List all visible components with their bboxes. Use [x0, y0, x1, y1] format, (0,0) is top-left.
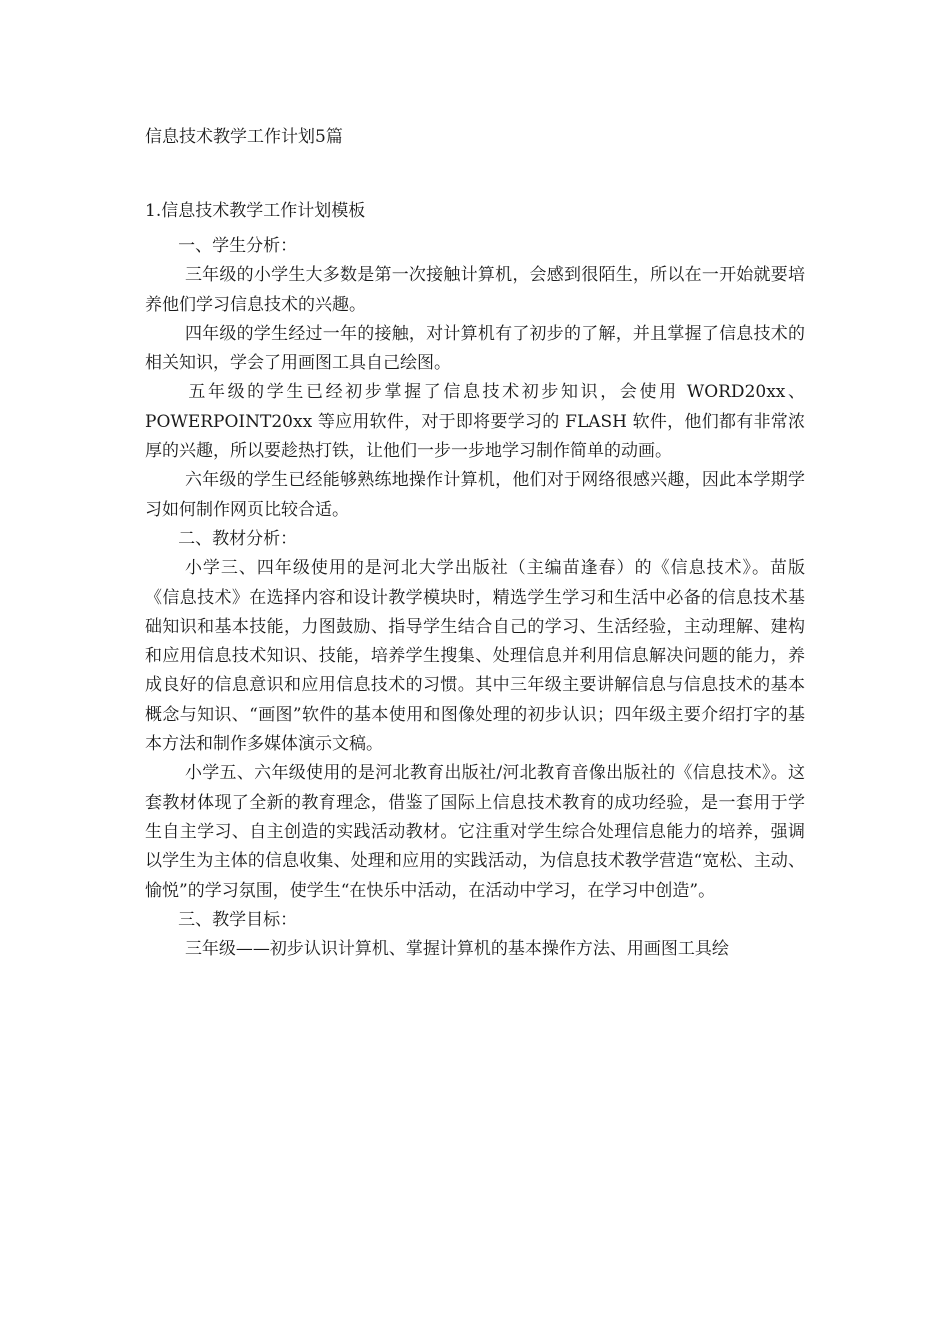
- document-body: [145, 232, 805, 964]
- document-title: 信息技术教学工作计划5篇: [145, 127, 343, 147]
- heading-student-analysis: 一、学生分析：: [178, 236, 298, 256]
- paragraph-textbook-three-four: 小学三、四年级使用的是河北大学出版社（主编苗逢春）的《信息技术》。苗版《信息技术》在选择内容和设计教学模块时，精选学生学习和生活中必备的信息技术基础知识和基本技能，力图鼓励、指导学生结合自己的学习、生活经验，主动理解、建构和应用信息技术知识、技能，培养学生搜集、处理信息并利用信息解决问题的能力，养成良好的信息意识和应用信息技术的习惯。其中三年级主要讲解信息与信息技术的基本概念与知识、“画图”软件的基本使用和图像处理的初步认识；四年级主要介绍打字的基本方法和制作多媒体演示文稿。: [145, 558, 805, 755]
- heading-textbook-analysis: 二、教材分析：: [178, 528, 298, 549]
- paragraph-textbook-five-six: 小学五、六年级使用的是河北教育出版社/河北教育音像出版社的《信息技术》。这套教材体现了全新的教育理念，借鉴了国际上信息技术教育的成功经验，是一套用于学生自主学习、自主创造的实践活动教材。它注重对学生综合处理信息能力的培养，强调以学生为主体的信息收集、处理和应用的实践活动，为信息技术教学营造“宽松、主动、愉悦”的学习氛围，使学生“在快乐中活动，在活动中学习，在学习中创造”。: [145, 763, 805, 901]
- paragraph-grade-three: 三年级的小学生大多数是第一次接触计算机，会感到很陌生，所以在一开始就要培养他们学习信息技术的兴趣。: [145, 265, 805, 315]
- section-title: 1.信息技术教学工作计划模板: [145, 201, 366, 221]
- paragraph-grade-four: 四年级的学生经过一年的接触，对计算机有了初步的了解，并且掌握了信息技术的相关知识，学会了用画图工具自己绘图。: [145, 323, 805, 374]
- paragraph-grade-six: 六年级的学生已经能够熟练地操作计算机，他们对于网络很感兴趣，因此本学期学习如何制作网页比较合适。: [145, 470, 805, 520]
- heading-teaching-goals: 三、教学目标：: [178, 909, 298, 930]
- paragraph-grade-five: 五年级的学生已经初步掌握了信息技术初步知识，会使用 WORD20xx、POWERPOINT20xx 等应用软件，对于即将要学习的 FLASH 软件，他们都有非常浓厚的兴趣，所以要趁热打铁，让他们一步一步地学习制作简单的动画。: [145, 382, 805, 462]
- paragraph-goal-grade-three: 三年级——初步认识计算机、掌握计算机的基本操作方法、用画图工具绘: [184, 939, 729, 960]
